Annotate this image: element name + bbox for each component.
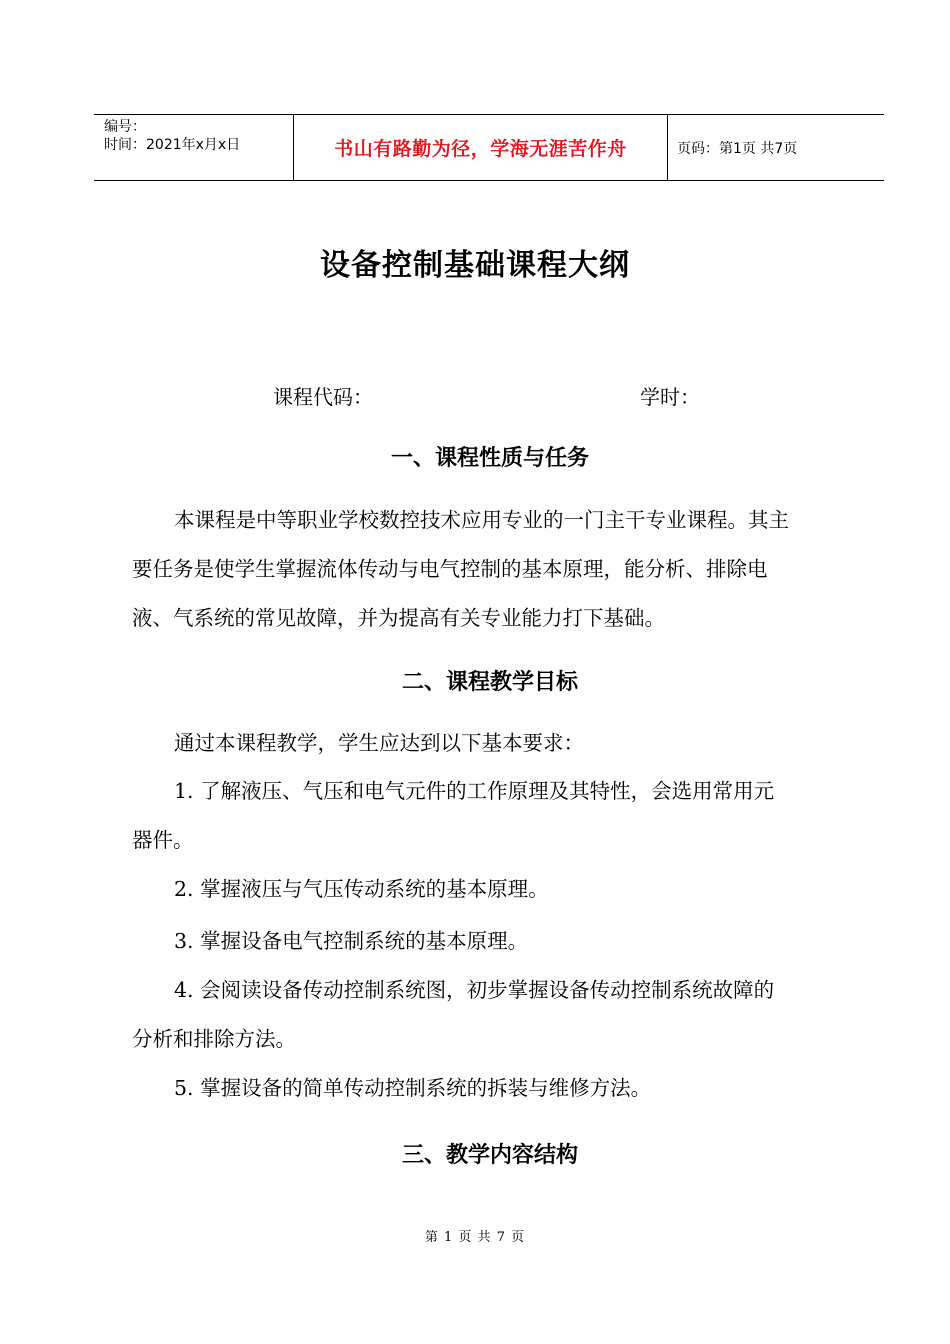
- list-item: 4. 会阅读设备传动控制系统图，初步掌握设备传动控制系统故障的: [174, 978, 775, 1002]
- course-code-label: 课程代码：: [273, 385, 373, 409]
- page-info: 页码：第1页 共7页: [677, 140, 798, 157]
- course-hours-label: 学时：: [640, 385, 700, 409]
- list-item: 1. 了解液压、气压和电气元件的工作原理及其特性，会选用常用元: [174, 779, 775, 803]
- page-footer: 第 1 页 共 7 页: [424, 1230, 526, 1245]
- list-item-continuation: 器件。: [132, 828, 194, 852]
- list-item: 5. 掌握设备的简单传动控制系统的拆装与维修方法。: [174, 1076, 652, 1100]
- header-table: [94, 114, 884, 181]
- section-heading-1: 一、课程性质与任务: [390, 446, 589, 471]
- list-item: 2. 掌握液压与气压传动系统的基本原理。: [174, 877, 549, 901]
- header-page-cell: [668, 115, 884, 180]
- motto-text: 书山有路勤为径，学海无涯苦作舟: [334, 138, 627, 160]
- section-heading-2: 二、课程教学目标: [401, 670, 578, 695]
- number-label: 编号：: [104, 119, 146, 135]
- time-label: 时间：2021年x月x日: [104, 137, 241, 153]
- section-heading-3: 三、教学内容结构: [401, 1143, 578, 1168]
- header-motto-cell: [294, 115, 668, 180]
- paragraph-line: 本课程是中等职业学校数控技术应用专业的一门主干专业课程。其主: [174, 508, 789, 532]
- document-title: 设备控制基础课程大纲: [320, 248, 630, 283]
- list-item-continuation: 分析和排除方法。: [132, 1027, 296, 1051]
- paragraph-line: 通过本课程教学，学生应达到以下基本要求：: [174, 731, 584, 755]
- list-item: 3. 掌握设备电气控制系统的基本原理。: [174, 929, 529, 953]
- paragraph-line: 要任务是使学生掌握流体传动与电气控制的基本原理，能分析、排除电: [132, 557, 768, 581]
- header-left-cell: [94, 115, 294, 180]
- paragraph-line: 液、气系统的常见故障，并为提高有关专业能力打下基础。: [132, 606, 665, 630]
